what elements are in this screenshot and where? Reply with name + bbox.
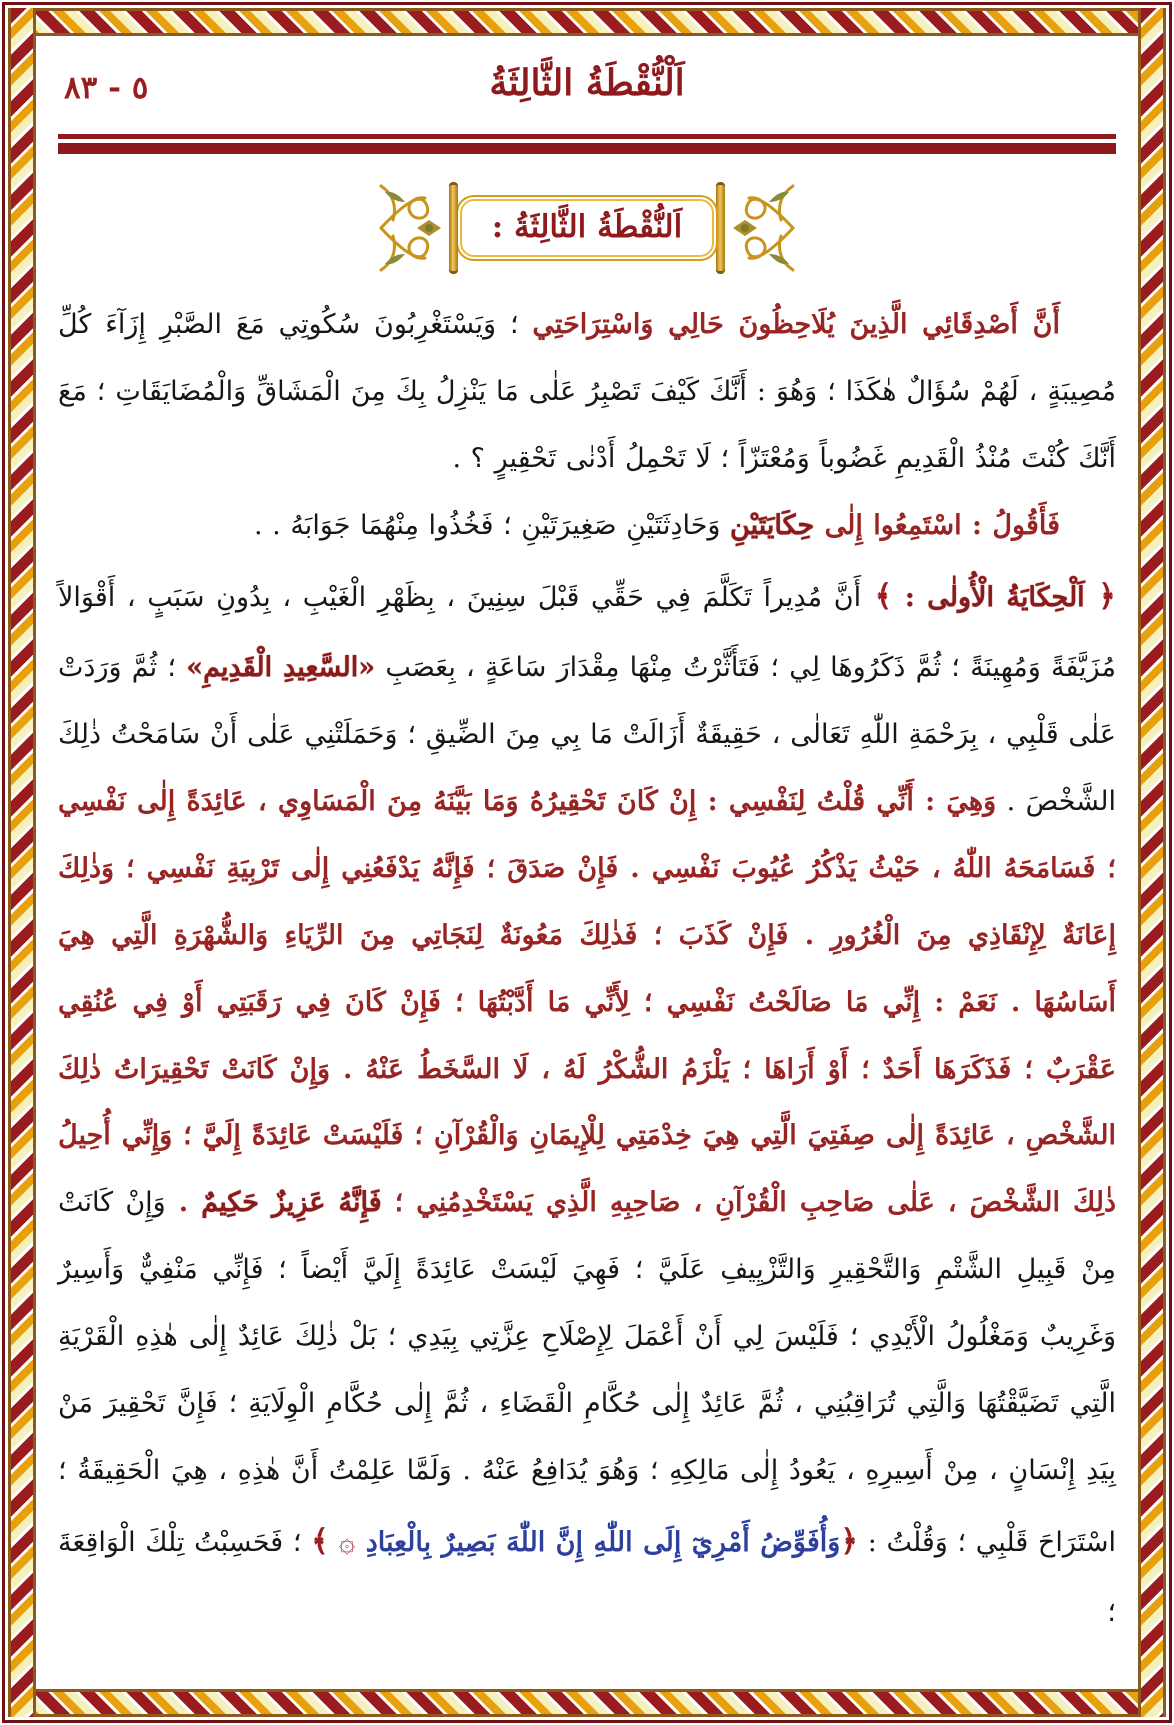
text-segment-rosette: ۞ xyxy=(328,1525,356,1559)
section-title-box xyxy=(456,195,718,261)
section-title: اَلنُّقْطَةُ الثَّالِثَةُ : xyxy=(491,209,683,245)
text-segment-red: . xyxy=(165,1187,202,1219)
paragraph xyxy=(58,493,1116,560)
border-chain-right xyxy=(1138,8,1166,1717)
text-segment-red: أَنَّ أَصْدِقَائِي الَّذِينَ يُلَاحِظُونَ حَالِي وَاسْتِرَاحَتِي xyxy=(532,309,1060,340)
floral-scroll-icon xyxy=(373,176,451,280)
border-chain-left xyxy=(8,8,36,1717)
section-title-ornament xyxy=(58,174,1116,282)
header-rule-thick xyxy=(58,143,1116,154)
text-segment-blue: وَأُفَوِّضُ أَمْرِيٓ إِلَى اللّٰهِ إِنَّ اللّٰهَ بَصِيرٌ بِالْعِبَادِ xyxy=(355,1527,841,1559)
text-segment-red: وَهِيَ : أَنِّي قُلْتُ لِنَفْسِي : إِنْ كَانَ تَحْقِيرُهُ وَمَا بَيَّنَهُ مِنَ الْمَسَاوِي ، عَائِدَةً إِلٰى نَفْسِي ؛ فَسَامَحَهُ اللّٰهُ ، حَيْثُ يَذْكُرُ عُيُوبَ نَفْسِي . فَإِنْ صَدَقَ ؛ فَإِنَّهُ يَدْفَعُنِي إِلٰى تَرْبِيَةِ نَفْسِي ؛ وَذٰلِكَ إِعَانَةٌ لِإِنْقَاذِي مِنَ الْغُرُورِ . فَإِنْ كَذَبَ ؛ فَذٰلِكَ مَعُونَةٌ لِنَجَاتِي مِنَ الرِّيَاءِ وَالشُّهْرَةِ الَّتِي هِيَ أَسَاسُهَا . نَعَمْ : إِنِّي مَا صَالَحْتُ نَفْسِي ؛ لِأَنِّي مَا أَدَّبْتُهَا ؛ فَإِنْ كَانَ فِي رَقَبَتِي أَوْ فِي عُنُقِي عَقْرَبٌ ؛ فَذَكَرَهَا أَحَدٌ ؛ أَوْ أَرَاهَا ؛ يَلْزَمُ الشُّكْرُ لَهُ ، لَا السَّخَطُ عَنْهُ . وَإِنْ كَانَتْ تَحْقِيرَاتُ ذٰلِكَ الشَّخْصِ ، عَائِدَةً إِلٰى صِفَتِيَ الَّتِي هِيَ خِدْمَتِي لِلْإِيمَانِ وَالْقُرْآنِ ؛ فَلَيْسَتْ عَائِدَةً إِلَيَّ ؛ وَإِنِّي أُحِيلُ ذٰلِكَ الشَّخْصَ ، عَلٰى صَاحِبِ الْقُرْآنِ ، صَاحِبِهِ الَّذِي يَسْتَخْدِمُنِي ؛ xyxy=(58,785,1117,1219)
text-segment-black: وَحَادِثَتَيْنِ صَغِيرَتَيْنِ ؛ فَخُذُوا مِنْهُمَا جَوَابَهُ . . xyxy=(254,509,731,541)
text-segment-red-bold: فَإِنَّهُ عَزِيزٌ حَكِيمٌ xyxy=(201,1187,382,1219)
border-chain-bottom xyxy=(8,1689,1166,1717)
header-rule-thin xyxy=(58,134,1116,139)
text-segment-bracket: ﴿ xyxy=(840,1524,859,1560)
text-segment-red-bold: اَلْحِكَايَةُ الْأُولٰى : xyxy=(892,581,1085,613)
page-content xyxy=(40,40,1134,1685)
text-segment-red-bold: حِكَايَتَيْنِ xyxy=(730,509,815,541)
running-head-title: اَلْنُّقْطَةُ الثَّالِثَةُ xyxy=(489,62,685,104)
text-segment-black: ؛ ثُمَّ وَرَدَتْ عَلٰى قَلْبِي ، بِرَحْمَةِ اللّٰهِ تَعَالٰى ، حَقِيقَةٌ أَزَالَتْ مَا بِي مِنَ الضِّيقِ ؛ وَحَمَلَتْنِي عَلٰى أَنْ سَامَحْتُ ذٰلِكَ الشَّخْصَ . xyxy=(58,651,1116,817)
border-chain-top xyxy=(8,8,1166,36)
paragraph xyxy=(58,292,1116,493)
text-segment-black: ؛ فَحَسِبْتُ تِلْكَ الْوَاقِعَةَ ؛ xyxy=(58,1527,1116,1629)
text-segment-bracket: ﴿ xyxy=(1084,578,1116,614)
floral-scroll-icon xyxy=(723,176,801,280)
text-segment-red: فَأَقُولُ : اسْتَمِعُوا إِلٰى xyxy=(814,509,1060,541)
page-number: ٥ - ٨٣ xyxy=(64,70,149,106)
body-text xyxy=(58,292,1116,1647)
text-segment-black: ؛ وَيَسْتَغْرِبُونَ سُكُوتِي مَعَ الصَّبْرِ إِزَآءَ كُلِّ مُصِيبَةٍ ، لَهُمْ سُؤَالٌ هٰكَذَا ؛ وَهُوَ : أَنَّكَ كَيْفَ تَصْبِرُ عَلٰى مَا يَنْزِلُ بِكَ مِنَ الْمَشَاقِّ وَالْمُضَايَقَاتِ ؛ مَعَ أَنَّكَ كُنْتَ مُنْذُ الْقَدِيمِ غَضُوباً وَمُعْتَزّاً ؛ لَا تَحْمِلُ أَدْنٰى تَحْقِيرٍ ؟ . xyxy=(58,309,1116,474)
text-segment-black: أَنَّ مُدِيراً تَكَلَّمَ فِي حَقِّي قَبْلَ سِنِينَ ، بِظَهْرِ الْغَيْبِ ، بِدُونِ سَبَبٍ ، أَقْوَالاً مُزَيَّفَةً وَمُهِينَةً ؛ ثُمَّ ذَكَرُوهَا لِي ؛ فَتَأَثَّرْتُ مِنْهَا مِقْدَارَ سَاعَةٍ ، بِعَصَبِ xyxy=(58,581,1116,683)
page-header xyxy=(58,56,1116,126)
text-segment-black: وَإِنْ كَانَتْ مِنْ قَبِيلِ الشَّتْمِ وَالتَّحْقِيرِ وَالتَّزْيِيفِ عَلَيَّ ؛ فَهِيَ لَيْسَتْ عَائِدَةً إِلَيَّ أَيْضاً ؛ فَإِنِّي مَنْفِيٌّ وَأَسِيرٌ وَغَرِيبٌ وَمَغْلُولُ الْأَيْدِي ؛ فَلَيْسَ لِي أَنْ أَعْمَلَ لِإِصْلَاحِ عِزَّتِي بِيَدِي ؛ بَلْ ذٰلِكَ عَائِدٌ إِلٰى هٰذِهِ الْقَرْيَةِ الَّتِي تَضَيَّقْتُهَا وَالَّتِي تُرَاقِبُنِي ، ثُمَّ عَائِدٌ إِلٰى حُكَّامِ الْقَضَاءِ ، ثُمَّ إِلٰى حُكَّامِ الْوِلَايَةِ ؛ فَإِنَّ تَحْقِيرَ مَنْ بِيَدِ إِنْسَانٍ ، مِنْ أَسِيرِهِ ، يَعُودُ إِلٰى مَالِكِهِ ؛ وَهُوَ يُدَافِعُ عَنْهُ . وَلَمَّا عَلِمْتُ أَنَّ هٰذِهِ ، هِيَ الْحَقِيقَةُ ؛ اسْتَرَاحَ قَلْبِي ؛ وَقُلْتُ : xyxy=(58,1187,1116,1559)
text-segment-bracket: ﴾ xyxy=(311,1524,329,1560)
text-segment-bracket: ﴾ xyxy=(861,578,893,614)
text-segment-red-bold: «السَّعِيدِ الْقَدِيمِ» xyxy=(186,651,376,683)
paragraph xyxy=(58,560,1116,1647)
